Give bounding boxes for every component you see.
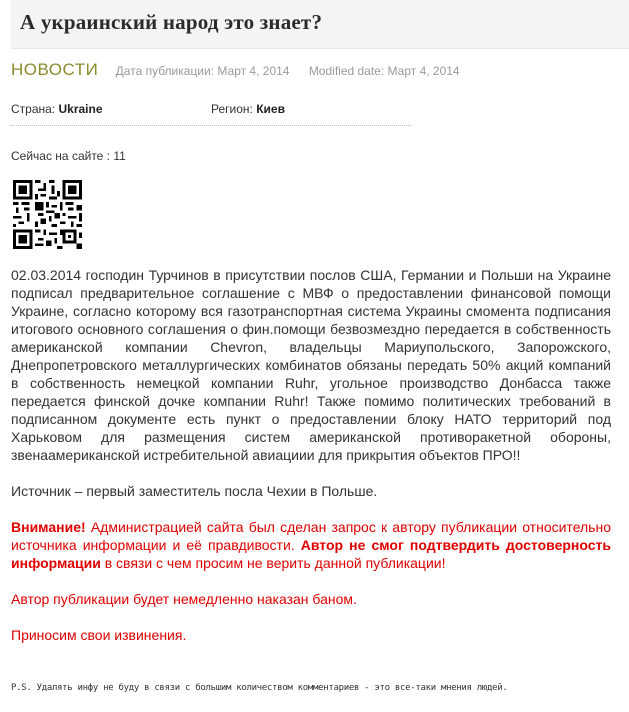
modified-date: Modified date: Март 4, 2014 — [308, 64, 460, 78]
apology-text: Приносим свои извинения. — [11, 627, 187, 643]
notice-text-1: Администрацией сайта был сделан запрос к автору публикации относительно источника информации и её правдивости. — [11, 519, 611, 553]
notice-text-2: в связи с чем просим не верить данной публикации! — [100, 555, 446, 571]
notice-bold: Внимание! — [11, 519, 86, 535]
notice-bold-2: Автор не смог подтвердить достоверность информации — [11, 537, 611, 571]
region-label: Регион: — [211, 102, 253, 116]
region-field — [211, 102, 285, 116]
article-source: Источник – первый заместитель посла Чехии в Польше. — [11, 483, 378, 499]
postscript: P.S. Удалять инфу не буду в связи с большим количеством комментариев - это все-таки мнения людей. — [11, 683, 508, 693]
published-date: Дата публикации: Март 4, 2014 — [115, 64, 290, 78]
qr-code-icon — [13, 180, 82, 249]
ban-notice: Автор публикации будет немедленно наказан баном. — [11, 591, 357, 607]
region-value: Киев — [256, 102, 285, 116]
info-row — [11, 102, 411, 116]
page-title: А украинский народ это знает? — [20, 10, 323, 34]
meta-row — [11, 60, 460, 80]
country-label: Страна: — [11, 102, 56, 116]
online-counter: Сейчас на сайте : 11 — [11, 149, 126, 163]
article-body — [11, 266, 611, 662]
country-value: Ukraine — [58, 102, 103, 116]
title-bar — [11, 0, 629, 49]
admin-notice — [11, 518, 611, 572]
article-text: 02.03.2014 господин Турчинов в присутствии послов США, Германии и Польши на Украине подписал предварительное соглашение с МВФ о предоставлении финансовой помощи Украине, согласно которому вся газотранспортная система Украины смомента подписания итогового основного соглашения о фин.помощи безвозмездно передается в собственность американской компании Chevron, владельцы Мариупольского, Запорожского, Днепропетровского металлургических комбинатов обязаны передать 50% акций компаний в собственность немецкой компании Ruhr, угольное производство Донбасса также передается финской дочке компании Ruhr! Также помимо политических требований в подписанном документе есть пункт о предоставлении блоку НАТО территорий под Харьковом для размещения систем американской противоракетной обороны, звенаамериканской истребительной авиациии для прикрытия объектов ПРО!! — [11, 267, 611, 463]
divider — [11, 125, 411, 126]
category-link[interactable]: НОВОСТИ — [11, 60, 99, 79]
